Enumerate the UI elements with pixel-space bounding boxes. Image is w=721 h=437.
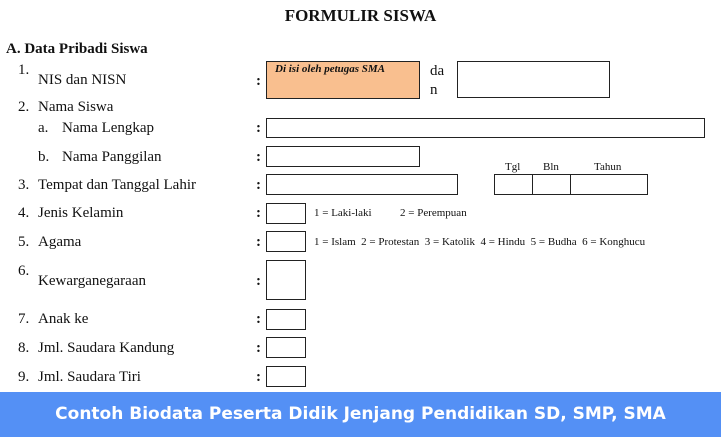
tahun-label: Tahun	[594, 161, 622, 173]
nama-lengkap-label: Nama Lengkap	[62, 120, 155, 136]
agama-label: Agama	[38, 234, 82, 250]
anak-ke-label: Anak ke	[38, 311, 89, 327]
colon: :	[256, 273, 261, 289]
colon: :	[256, 311, 261, 327]
row-num: 2.	[18, 99, 30, 115]
saudara-tiri-field[interactable]	[266, 366, 306, 387]
row-num: 5.	[18, 234, 30, 250]
caption-banner: Contoh Biodata Peserta Didik Jenjang Pendidikan SD, SMP, SMA	[0, 392, 721, 437]
tahun-field[interactable]	[570, 174, 648, 195]
row-num: 4.	[18, 205, 30, 221]
nis-field[interactable]	[266, 61, 420, 99]
kewarganegaraan-field[interactable]	[266, 260, 306, 300]
nama-siswa-label: Nama Siswa	[38, 99, 114, 115]
row-num: a.	[38, 120, 49, 136]
anak-ke-field[interactable]	[266, 309, 306, 330]
row-num: 7.	[18, 311, 30, 327]
jenis-kelamin-label: Jenis Kelamin	[38, 205, 124, 221]
row-num: b.	[38, 149, 50, 165]
saudara-kandung-label: Jml. Saudara Kandung	[38, 340, 175, 356]
and-text: da n	[430, 63, 445, 98]
nisn-field[interactable]	[457, 61, 610, 98]
colon: :	[256, 369, 261, 385]
colon: :	[256, 205, 261, 221]
colon: :	[256, 234, 261, 250]
agama-field[interactable]	[266, 231, 306, 252]
row-num: 9.	[18, 369, 30, 385]
colon: :	[256, 73, 261, 89]
saudara-tiri-label: Jml. Saudara Tiri	[38, 369, 141, 385]
section-heading: A. Data Pribadi Siswa	[6, 41, 148, 57]
jk-option-2: 2 = Perempuan	[400, 207, 467, 219]
nama-lengkap-field[interactable]	[266, 118, 705, 138]
row-num: 8.	[18, 340, 30, 356]
colon: :	[256, 340, 261, 356]
bln-field[interactable]	[532, 174, 572, 195]
tgl-label: Tgl	[505, 161, 521, 173]
nis-note: Di isi oleh petugas SMA	[275, 63, 386, 75]
colon: :	[256, 120, 261, 136]
agama-options: 1 = Islam 2 = Protestan 3 = Katolik 4 = Hindu 5 = Budha 6 = Konghucu	[314, 236, 646, 248]
row-num: 1.	[18, 62, 30, 78]
ttl-label: Tempat dan Tanggal Lahir	[38, 177, 196, 193]
saudara-kandung-field[interactable]	[266, 337, 306, 358]
tempat-lahir-field[interactable]	[266, 174, 458, 195]
colon: :	[256, 149, 261, 165]
form-title: FORMULIR SISWA	[284, 6, 437, 25]
jenis-kelamin-field[interactable]	[266, 203, 306, 224]
jk-option-1: 1 = Laki-laki	[314, 207, 372, 219]
colon: :	[256, 177, 261, 193]
nama-panggilan-field[interactable]	[266, 146, 420, 167]
bln-label: Bln	[543, 161, 559, 173]
row-num: 6.	[18, 263, 30, 279]
nama-panggilan-label: Nama Panggilan	[62, 149, 162, 165]
tgl-field[interactable]	[494, 174, 534, 195]
kewarganegaraan-label: Kewarganegaraan	[38, 273, 146, 289]
nis-label: NIS dan NISN	[38, 72, 127, 88]
row-num: 3.	[18, 177, 30, 193]
